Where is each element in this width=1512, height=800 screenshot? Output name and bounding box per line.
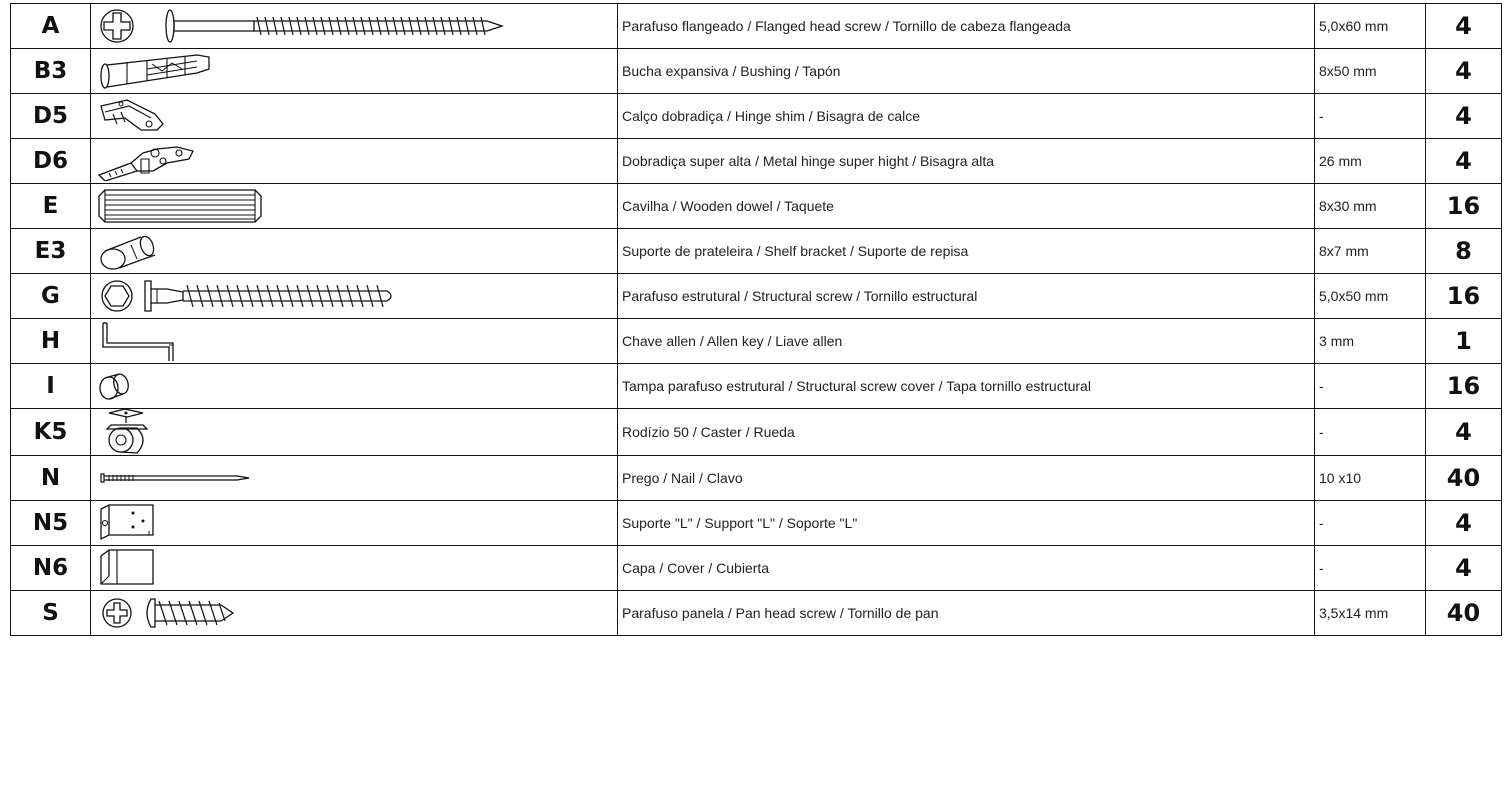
part-code: G — [11, 274, 91, 319]
part-code: N6 — [11, 546, 91, 591]
part-row-n6 — [11, 546, 1502, 591]
nail-icon — [97, 458, 267, 498]
part-description: Tampa parafuso estrutural / Structural screw cover / Tapa tornillo estructural — [618, 364, 1315, 409]
part-quantity: 4 — [1426, 4, 1502, 49]
part-size: - — [1315, 364, 1426, 409]
part-quantity: 4 — [1426, 139, 1502, 184]
shelf-pin-icon — [97, 231, 187, 271]
part-description: Suporte de prateleira / Shelf bracket / Suporte de repisa — [618, 229, 1315, 274]
hardware-parts-table — [10, 3, 1502, 636]
part-description: Prego / Nail / Clavo — [618, 456, 1315, 501]
hinge-shim-icon — [97, 96, 187, 136]
part-row-h — [11, 319, 1502, 364]
part-row-d5 — [11, 94, 1502, 139]
part-size: 3,5x14 mm — [1315, 591, 1426, 636]
part-row-d6 — [11, 139, 1502, 184]
part-description: Cavilha / Wooden dowel / Taquete — [618, 184, 1315, 229]
wall-plug-icon — [97, 51, 237, 91]
part-size: - — [1315, 501, 1426, 546]
part-description: Parafuso panela / Pan head screw / Tornillo de pan — [618, 591, 1315, 636]
allen-key-icon — [97, 321, 197, 361]
part-code: H — [11, 319, 91, 364]
part-size: 5,0x50 mm — [1315, 274, 1426, 319]
wooden-dowel-icon — [97, 186, 277, 226]
part-row-e — [11, 184, 1502, 229]
part-description: Chave allen / Allen key / Liave allen — [618, 319, 1315, 364]
part-row-n — [11, 456, 1502, 501]
part-quantity: 16 — [1426, 364, 1502, 409]
part-code: I — [11, 364, 91, 409]
part-row-b3 — [11, 49, 1502, 94]
part-size: - — [1315, 409, 1426, 456]
structural-screw-icon — [97, 276, 417, 316]
part-description: Suporte "L" / Support "L" / Soporte "L" — [618, 501, 1315, 546]
part-quantity: 4 — [1426, 546, 1502, 591]
part-description: Capa / Cover / Cubierta — [618, 546, 1315, 591]
part-size: 10 x10 — [1315, 456, 1426, 501]
part-size: 5,0x60 mm — [1315, 4, 1426, 49]
part-size: 3 mm — [1315, 319, 1426, 364]
part-code: S — [11, 591, 91, 636]
part-description: Parafuso estrutural / Structural screw / Tornillo estructural — [618, 274, 1315, 319]
caster-wheel-icon — [97, 409, 167, 455]
part-row-e3 — [11, 229, 1502, 274]
part-quantity: 4 — [1426, 409, 1502, 456]
part-size: - — [1315, 546, 1426, 591]
part-row-n5 — [11, 501, 1502, 546]
part-description: Dobradiça super alta / Metal hinge super hight / Bisagra alta — [618, 139, 1315, 184]
l-cover-icon — [97, 548, 167, 588]
part-quantity: 40 — [1426, 456, 1502, 501]
part-row-i — [11, 364, 1502, 409]
part-size: - — [1315, 94, 1426, 139]
part-description: Calço dobradiça / Hinge shim / Bisagra de calce — [618, 94, 1315, 139]
part-quantity: 1 — [1426, 319, 1502, 364]
part-quantity: 4 — [1426, 94, 1502, 139]
part-row-g — [11, 274, 1502, 319]
part-code: A — [11, 4, 91, 49]
pan-head-screw-icon — [97, 593, 257, 633]
part-quantity: 16 — [1426, 184, 1502, 229]
part-quantity: 40 — [1426, 591, 1502, 636]
part-code: K5 — [11, 409, 91, 456]
part-code: N5 — [11, 501, 91, 546]
part-size: 8x30 mm — [1315, 184, 1426, 229]
part-code: N — [11, 456, 91, 501]
part-size: 26 mm — [1315, 139, 1426, 184]
part-quantity: 8 — [1426, 229, 1502, 274]
metal-hinge-icon — [97, 141, 207, 181]
flanged-screw-icon — [97, 6, 517, 46]
part-quantity: 16 — [1426, 274, 1502, 319]
part-quantity: 4 — [1426, 49, 1502, 94]
part-size: 8x50 mm — [1315, 49, 1426, 94]
part-code: D6 — [11, 139, 91, 184]
part-row-k5 — [11, 409, 1502, 456]
screw-cover-icon — [97, 366, 147, 406]
part-code: E — [11, 184, 91, 229]
part-description: Parafuso flangeado / Flanged head screw / Tornillo de cabeza flangeada — [618, 4, 1315, 49]
part-code: D5 — [11, 94, 91, 139]
part-code: E3 — [11, 229, 91, 274]
l-bracket-icon — [97, 503, 167, 543]
part-row-s — [11, 591, 1502, 636]
part-size: 8x7 mm — [1315, 229, 1426, 274]
part-description: Rodízio 50 / Caster / Rueda — [618, 409, 1315, 456]
part-quantity: 4 — [1426, 501, 1502, 546]
part-row-a — [11, 4, 1502, 49]
part-code: B3 — [11, 49, 91, 94]
part-description: Bucha expansiva / Bushing / Tapón — [618, 49, 1315, 94]
